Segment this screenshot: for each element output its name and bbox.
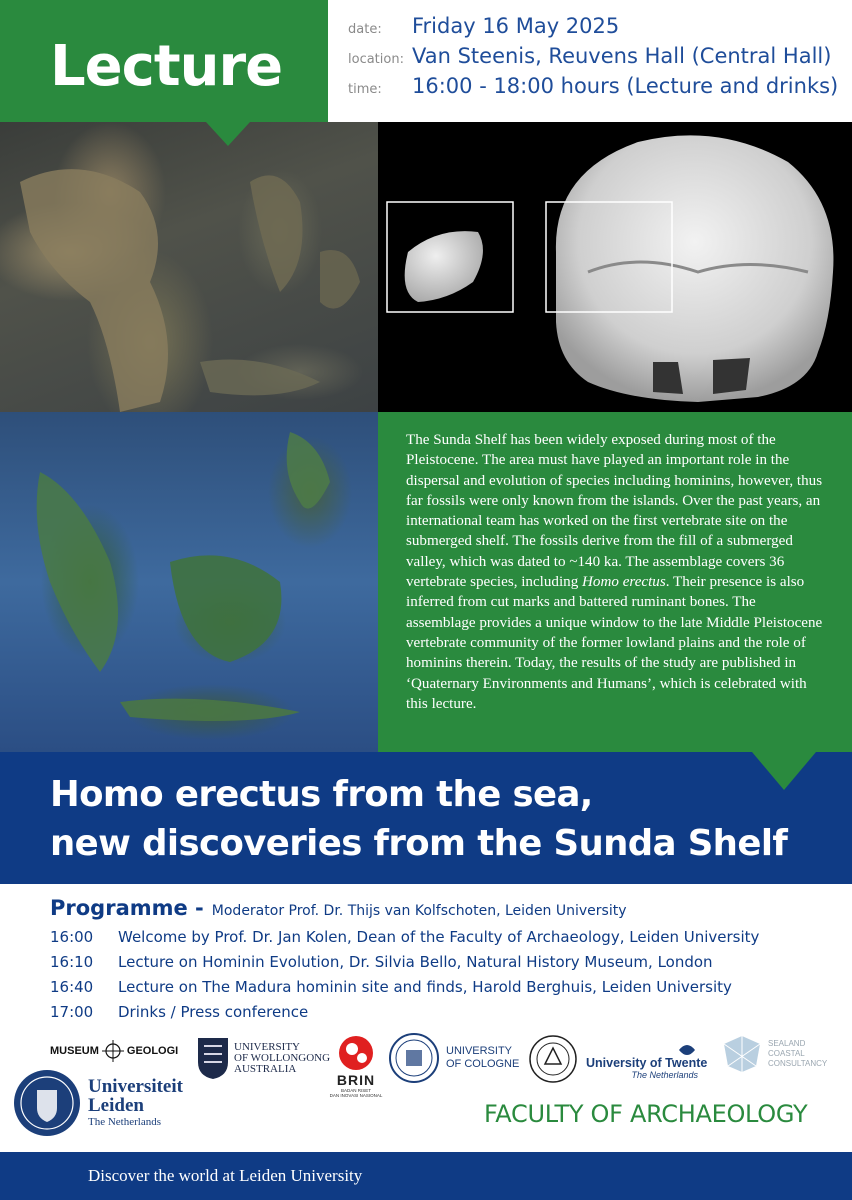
info-label: date: xyxy=(348,22,382,37)
lecture-pointer xyxy=(206,122,250,146)
sealand-logo xyxy=(720,1034,827,1074)
info-label: location: xyxy=(348,52,404,67)
twente-logo xyxy=(586,1040,708,1080)
description-text xyxy=(406,430,824,714)
programme-moderator: Moderator Prof. Dr. Thijs van Kolfschoten, Leiden University xyxy=(211,903,627,919)
info-value: Friday 16 May 2025 xyxy=(412,14,620,38)
programme-time: 16:00 xyxy=(50,928,94,946)
wollongong-logo xyxy=(196,1036,330,1080)
fossil-scan-image xyxy=(378,122,852,412)
museum-seal-icon xyxy=(528,1034,578,1084)
info-label: time: xyxy=(348,82,382,97)
programme-desc: Lecture on Hominin Evolution, Dr. Silvia Bello, Natural History Museum, London xyxy=(118,953,713,971)
info-value: 16:00 - 18:00 hours (Lecture and drinks) xyxy=(412,74,839,98)
description-part2: . Their presence is also inferred from cut marks and battered ruminant bones. The assemblage provides a unique window to the late Middle Pleistocene vertebrate community of the former lowland plains and the role of hominins therein. Today, the results of the study are published in ‘Quaternary Environments and Humans’, which is celebrated with this lecture. xyxy=(406,574,823,712)
sealand-line3: CONSULTANCY xyxy=(768,1059,828,1068)
leiden-seal-icon xyxy=(12,1068,82,1138)
brin-sub2: DAN INOVASI NASIONAL xyxy=(329,1093,383,1098)
wollongong-crest-icon xyxy=(196,1036,230,1080)
faculty-name: FACULTY OF ARCHAEOLOGY xyxy=(484,1100,808,1128)
sealand-text xyxy=(768,1039,827,1069)
leiden-line3: The Netherlands xyxy=(88,1116,161,1128)
compass-icon xyxy=(102,1040,124,1062)
cologne-logo xyxy=(388,1032,519,1084)
panel-pointer xyxy=(752,752,816,790)
museum-geologi-right: GEOLOGI xyxy=(126,1045,179,1057)
programme-title: Programme - xyxy=(50,896,204,920)
cologne-line2: OF COLOGNE xyxy=(446,1058,520,1070)
programme-section xyxy=(50,896,759,1026)
footer-text: Discover the world at Leiden University xyxy=(88,1166,363,1185)
description-panel xyxy=(378,412,852,752)
wollongong-line3: AUSTRALIA xyxy=(234,1062,297,1075)
cologne-seal-icon xyxy=(388,1032,440,1084)
leiden-university-logo xyxy=(12,1068,183,1138)
museum-seal-logo xyxy=(528,1034,578,1089)
leiden-line2: Leiden xyxy=(88,1095,144,1116)
programme-desc: Welcome by Prof. Dr. Jan Kolen, Dean of the Faculty of Archaeology, Leiden University xyxy=(118,928,760,946)
info-row-time xyxy=(348,74,838,104)
wollongong-line1: UNIVERSITY xyxy=(234,1040,300,1053)
species-name: Homo erectus xyxy=(582,574,666,591)
twente-name: University of Twente xyxy=(586,1056,708,1070)
museum-geologi-logo xyxy=(50,1040,178,1062)
brin-sub1: BADAN RISET xyxy=(340,1088,371,1093)
programme-desc: Lecture on The Madura hominin site and finds, Harold Berghuis, Leiden University xyxy=(118,978,732,996)
programme-item xyxy=(50,1003,759,1026)
brin-name: BRIN xyxy=(336,1072,376,1088)
leiden-text xyxy=(88,1077,183,1129)
main-title xyxy=(50,770,787,868)
leiden-line1: Universiteit xyxy=(88,1076,183,1097)
footer xyxy=(0,1152,852,1200)
twente-icon xyxy=(676,1040,698,1060)
cologne-line1: UNIVERSITY xyxy=(446,1045,513,1057)
map-islands-bottom xyxy=(0,412,378,752)
lecture-banner xyxy=(0,0,328,122)
sealand-line1: SEALAND xyxy=(768,1039,806,1048)
header xyxy=(0,0,852,122)
programme-item xyxy=(50,953,759,976)
event-info xyxy=(348,14,838,104)
programme-heading xyxy=(50,896,759,920)
map-islands-top xyxy=(0,122,378,412)
info-value: Van Steenis, Reuvens Hall (Central Hall) xyxy=(412,44,832,68)
programme-item xyxy=(50,928,759,951)
lecture-title: Lecture xyxy=(50,34,283,99)
skull-illustration xyxy=(378,122,852,412)
programme-desc: Drinks / Press conference xyxy=(118,1003,309,1021)
programme-list xyxy=(50,928,759,1026)
cologne-text xyxy=(446,1045,519,1071)
programme-time: 17:00 xyxy=(50,1003,94,1021)
satellite-map-bottom xyxy=(0,412,378,752)
info-row-location xyxy=(348,44,838,74)
description-part1: The Sunda Shelf has been widely exposed during most of the Pleistocene. The area must have played an important role in the dispersal and evolution of species including hominins, however, thus far fossils were only known from the islands. Over the past years, an international team has worked on the first vertebrate site on the submerged shelf. The fossils derive from the fill of a submerged valley, which was dated to ~140 ka. The assemblage covers 36 vertebrate species, including xyxy=(406,432,823,591)
satellite-map-top xyxy=(0,122,378,412)
programme-time: 16:40 xyxy=(50,978,94,996)
main-title-line2: new discoveries from the Sunda Shelf xyxy=(50,823,788,864)
twente-sub: The Netherlands xyxy=(631,1070,698,1080)
brin-logo xyxy=(326,1034,386,1098)
wollongong-text xyxy=(234,1042,330,1075)
main-title-band xyxy=(0,752,852,884)
museum-geologi-left: MUSEUM xyxy=(50,1045,99,1057)
info-row-date xyxy=(348,14,838,44)
programme-time: 16:10 xyxy=(50,953,94,971)
sealand-line2: COASTAL xyxy=(768,1049,805,1058)
wollongong-line2: OF WOLLONGONG xyxy=(234,1051,331,1064)
sealand-icon xyxy=(720,1034,764,1074)
programme-item xyxy=(50,978,759,1001)
brin-emblem-icon xyxy=(337,1034,375,1072)
main-title-line1: Homo erectus from the sea, xyxy=(50,774,593,815)
